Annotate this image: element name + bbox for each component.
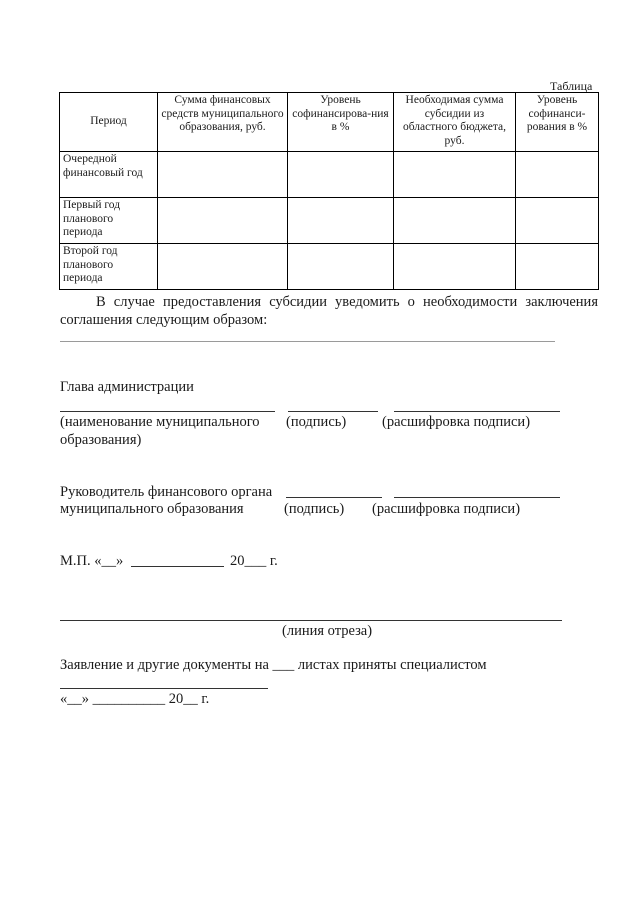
- table-cell[interactable]: [288, 244, 394, 290]
- stamp-year-label: 20___ г.: [230, 553, 278, 569]
- notice-paragraph: [60, 293, 598, 329]
- acceptance-text: Заявление и другие документы на ___ листах приняты специалистом: [60, 657, 487, 673]
- cut-line: [60, 620, 562, 621]
- table-cell[interactable]: [516, 152, 599, 198]
- row-label: Очередной финансовый год: [60, 152, 158, 198]
- notice-fill-line[interactable]: [60, 341, 555, 342]
- header-period: Период: [60, 93, 158, 152]
- table-row: [60, 244, 599, 290]
- head-admin-caption-decode: (расшифровка подписи): [382, 414, 531, 430]
- head-admin-caption-name-2: образования): [60, 432, 142, 448]
- finance-head-sign-line[interactable]: [286, 497, 382, 498]
- finance-head-title: Руководитель финансового органа: [60, 484, 273, 500]
- row-label: Первый год планового периода: [60, 198, 158, 244]
- table-cell[interactable]: [158, 152, 288, 198]
- table-cell[interactable]: [158, 198, 288, 244]
- table-header-row: [60, 93, 599, 152]
- header-cofinancing-level-2: Уровень софинанси-рования в %: [516, 93, 599, 152]
- header-cofinancing-level-1: Уровень софинансирова-ния в %: [288, 93, 394, 152]
- acceptance-date: «__» __________ 20__ г.: [60, 691, 210, 707]
- table-cell[interactable]: [288, 152, 394, 198]
- table-row: [60, 198, 599, 244]
- head-admin-caption-name: (наименование муниципального: [60, 414, 260, 430]
- finance-head-subtitle: муниципального образования: [60, 501, 244, 517]
- stamp-mp-label: М.П. «__»: [60, 553, 124, 569]
- head-admin-decode-line[interactable]: [394, 411, 560, 412]
- finance-head-caption-decode: (расшифровка подписи): [372, 501, 521, 517]
- notice-text: В случае предоставления субсидии уведомить о необходимости заключения соглашения следующим образом:: [60, 294, 598, 328]
- table-cell[interactable]: [516, 244, 599, 290]
- table-cell[interactable]: [394, 244, 516, 290]
- table-cell[interactable]: [394, 198, 516, 244]
- head-admin-name-line[interactable]: [60, 411, 275, 412]
- stamp-month-line[interactable]: [131, 566, 224, 567]
- table-row: [60, 152, 599, 198]
- acceptance-specialist-line[interactable]: [60, 688, 268, 689]
- header-municipal-funds: Сумма финансовых средств муниципального образования, руб.: [158, 93, 288, 152]
- header-required-subsidy: Необходимая сумма субсидии из областного бюджета, руб.: [394, 93, 516, 152]
- head-admin-title: Глава администрации: [60, 379, 194, 395]
- cut-line-caption: (линия отреза): [282, 623, 373, 639]
- table-cell[interactable]: [288, 198, 394, 244]
- table-cell[interactable]: [394, 152, 516, 198]
- table-cell[interactable]: [158, 244, 288, 290]
- head-admin-caption-sign: (подпись): [286, 414, 347, 430]
- head-admin-sign-line[interactable]: [288, 411, 378, 412]
- finance-head-caption-sign: (подпись): [284, 501, 345, 517]
- row-label: Второй год планового периода: [60, 244, 158, 290]
- cofinancing-table: [59, 92, 599, 290]
- table-cell[interactable]: [516, 198, 599, 244]
- table-caption: Таблица: [550, 79, 593, 93]
- finance-head-decode-line[interactable]: [394, 497, 560, 498]
